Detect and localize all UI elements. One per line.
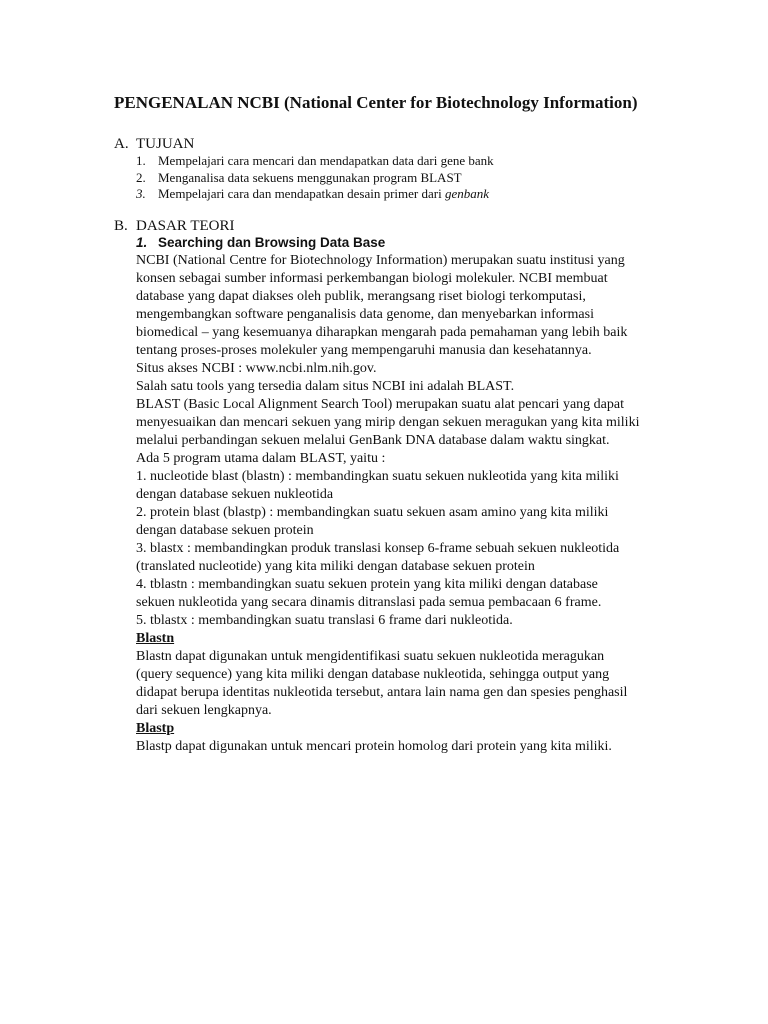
text-line: BLAST (Basic Local Alignment Search Tool) merupakan suatu alat pencari yang dapat (136, 397, 624, 412)
body-text (136, 252, 696, 756)
section-a-heading (114, 136, 194, 153)
subsection-number: 1. (136, 235, 148, 250)
list-text: Menganalisa data sekuens menggunakan program BLAST (158, 169, 462, 185)
list-text: Mempelajari cara dan mendapatkan desain primer dari (158, 186, 445, 201)
text-line: konsen sebagai sumber informasi perkembangan biologi molekuler. NCBI membuat (136, 271, 608, 286)
text-line: Blastp dapat digunakan untuk mencari protein homolog dari protein yang kita miliki. (136, 739, 612, 754)
section-b-letter: B. (114, 218, 128, 234)
text-line: 3. blastx : membandingkan produk translasi konsep 6-frame sebuah sekuen nukleotida (136, 541, 620, 556)
section-a-letter: A. (114, 136, 129, 152)
subsection-title: Searching dan Browsing Data Base (158, 235, 386, 250)
text-line: dengan database sekuen nukleotida (136, 487, 334, 502)
list-number: 1. (136, 153, 146, 168)
section-b-heading (114, 218, 234, 235)
list-number: 2. (136, 169, 146, 185)
document-title: PENGENALAN NCBI (National Center for Biotechnology Information) (114, 93, 638, 112)
text-line: melalui perbandingan sekuen melalui GenBank DNA database dalam waktu singkat. (136, 433, 610, 448)
text-line: dari sekuen lengkapnya. (136, 703, 272, 718)
text-line: 2. protein blast (blastp) : membandingkan suatu sekuen asam amino yang kita miliki (136, 505, 609, 520)
text-line: biomedical – yang kesemuanya diharapkan mengarah pada pemahaman yang lebih baik (136, 325, 628, 340)
blastp-heading: Blastp (136, 721, 175, 736)
text-line: Salah satu tools yang tersedia dalam situs NCBI ini adalah BLAST. (136, 379, 515, 394)
text-line: (translated nucleotide) yang kita miliki dengan database sekuen protein (136, 559, 535, 574)
list-item (136, 153, 494, 170)
text-line: sekuen nukleotida yang secara dinamis ditranslasi pada semua pembacaan 6 frame. (136, 595, 602, 610)
list-text-italic: genbank (444, 186, 489, 201)
text-line: didapat berupa identitas nukleotida tersebut, antara lain nama gen dan spesies penghasil (136, 685, 628, 700)
tujuan-list (136, 153, 494, 203)
text-line: tentang proses-proses molekuler yang mempengaruhi manusia dan kesehatannya. (136, 343, 592, 358)
text-line: menyesuaikan dan mencari sekuen yang mirip dengan sekuen meragukan yang kita miliki (136, 415, 640, 430)
section-a-title: TUJUAN (136, 136, 195, 152)
text-line: NCBI (National Centre for Biotechnology Information) merupakan suatu institusi yang (136, 253, 625, 268)
text-line: dengan database sekuen protein (136, 523, 314, 538)
list-text: Mempelajari cara mencari dan mendapatkan data dari gene bank (158, 153, 494, 168)
text-line: 1. nucleotide blast (blastn) : membandingkan suatu sekuen nukleotida yang kita miliki (136, 469, 619, 484)
list-item (136, 170, 494, 187)
text-line: Situs akses NCBI : www.ncbi.nlm.nih.gov. (136, 361, 377, 376)
text-line: Blastn dapat digunakan untuk mengidentifikasi suatu sekuen nukleotida meragukan (136, 649, 605, 664)
text-line: 4. tblastn : membandingkan suatu sekuen protein yang kita miliki dengan database (136, 577, 598, 592)
text-line: database yang dapat diakses oleh publik, merangsang riset biologi terkomputasi, (136, 289, 586, 304)
text-line: (query sequence) yang kita miliki dengan database nukleotida, sehingga output yang (136, 667, 610, 682)
text-line: Ada 5 program utama dalam BLAST, yaitu : (136, 451, 386, 466)
subsection-heading (136, 235, 385, 250)
section-b-title: DASAR TEORI (136, 218, 235, 234)
list-number: 3. (136, 186, 146, 201)
list-item (136, 186, 494, 203)
blastn-heading: Blastn (136, 631, 175, 646)
text-line: mengembangkan software penganalisis data genome, dan menyebarkan informasi (136, 307, 594, 322)
text-line: 5. tblastx : membandingkan suatu translasi 6 frame dari nukleotida. (136, 613, 513, 628)
